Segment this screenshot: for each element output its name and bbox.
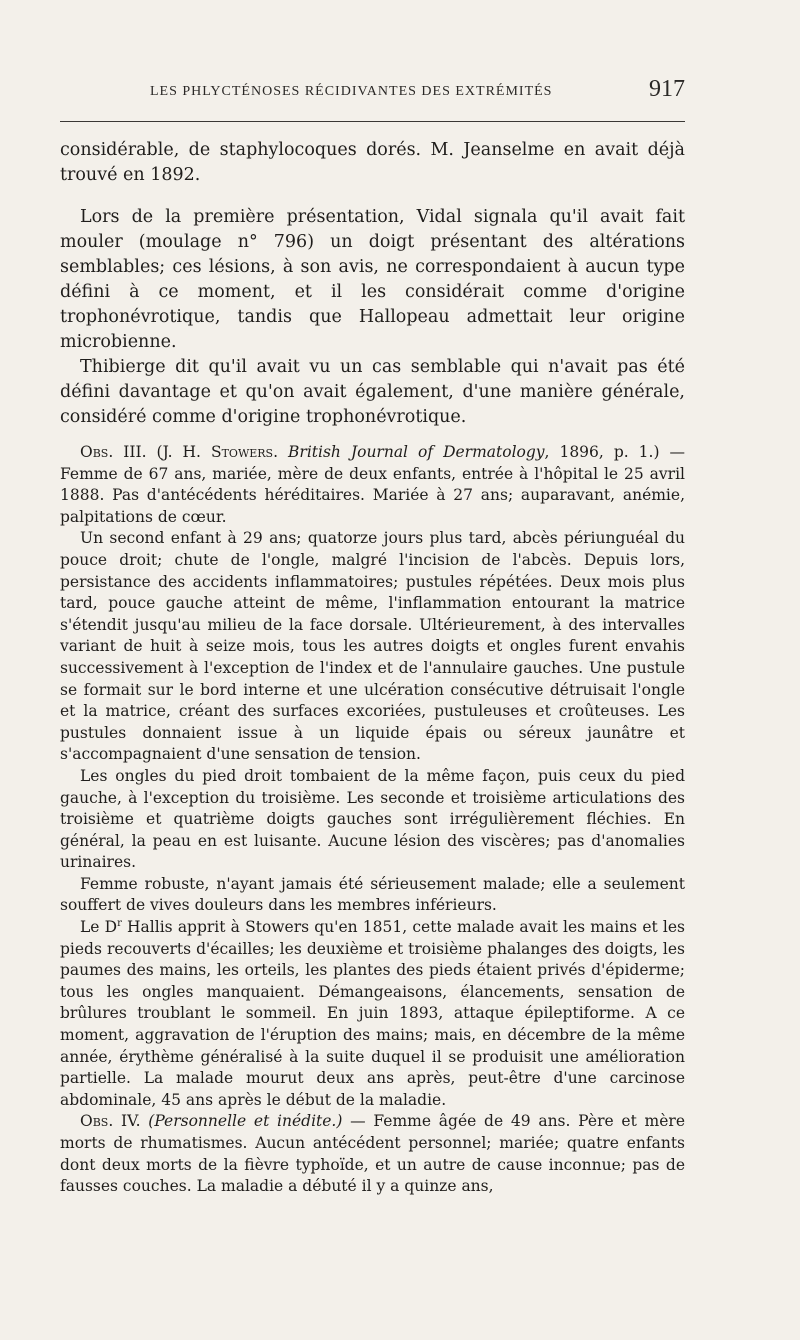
obs-source-open: (J. H. (156, 443, 201, 461)
running-head (60, 76, 685, 112)
obs-label: Obs. IV. (80, 1112, 141, 1131)
hallis-prefix: Le D (80, 918, 118, 937)
hallis-text: Hallis apprit à Stowers qu'en 1851, cette malade avait les mains et les pieds recouverts d'écailles; les deuxième et troisième phalanges des doigts, les paumes des mains, les orteils, les plantes des pieds étaient privés d'épiderme; tous les ongles manquaient. Démangeaisons, élancements, sensation de brûlures troublant le sommeil. En juin 1893, attaque épileptiforme. A ce moment, aggravation de l'éruption des mains; mais, en décembre de la même année, érythème généralisé à la suite duquel il se produisit une amélioration partielle. La malade mourut deux ans après, peut-être d'une carcinose abdominale, 45 ans après le début de la maladie. (60, 918, 685, 1109)
observation-3-intro (60, 442, 685, 528)
paragraph-thibierge: Thibierge dit qu'il avait vu un cas semblable qui n'avait pas été défini davantage et qu'on avait également, d'une manière générale, considéré comme d'origine trophonévrotique. (60, 357, 685, 427)
journal-title: British Journal of Dermatology (288, 443, 545, 461)
obs-author: Stowers. (210, 443, 279, 461)
paragraph-continuation: considérable, de staphylocoques dorés. M. Jeanselme en avait déjà trouvé en 1892. (60, 140, 685, 185)
paragraph-vidal: Lors de la première présentation, Vidal signala qu'il avait fait mouler (moulage n° 796) un doigt présentant des altérations semblables; ces lésions, à son avis, ne correspondaient à aucun type défini à ce moment, et il les considérait comme d'origine trophonévrotique, tandis que Hallopeau admettait leur origine microbienne. (60, 207, 685, 352)
header-rule (60, 121, 685, 122)
paragraph-feet: Les ongles du pied droit tombaient de la même façon, puis ceux du pied gauche, à l'exception du troisième. Les seconde et troisième articulations des troisième et quatrième doigts gauches sont irrégulièrement fléchies. En général, la peau en est luisante. Aucune lésion des viscères; pas d'anomalies urinaires. (60, 766, 685, 872)
page-number: 917 (649, 76, 685, 102)
hallis-sup: r (117, 917, 122, 929)
paragraph-evolution: Un second enfant à 29 ans; quatorze jours plus tard, abcès périunguéal du pouce droit; chute de l'ongle, malgré l'incision de l'abcès. Depuis lors, persistance des accidents inflammatoires; pustules répétées. Deux mois plus tard, pouce gauche atteint de même, l'inflammation entourant la matrice s'étendit jusqu'au milieu de la face dorsale. Ultérieurement, à des intervalles variant de huit à seize mois, tous les autres doigts et ongles furent envahis successivement à l'exception de l'index et de l'annulaire gauches. Une pustule se formait sur le bord interne et une ulcération consécutive détruisait l'ongle et la matrice, créant des surfaces excoriées, pustuleuses et croûteuses. Les pustules donnaient issue à un liquide épais ou séreux jaunâtre et s'accompagnaient d'une sensation de tension. (60, 529, 685, 764)
obs-source-close: , 1896, p. 1.) — (544, 443, 685, 461)
running-title: LES PHLYCTÉNOSES RÉCIDIVANTES DES EXTRÉMITÉS (150, 84, 553, 99)
obs-3-text: Femme de 67 ans, mariée, mère de deux enfants, entrée à l'hôpital le 25 avril 1888. Pas d'antécédents héréditaires. Mariée à 27 ans; auparavant, anémie, palpitations de cœur. (60, 464, 685, 526)
observation-4-intro (60, 1111, 685, 1197)
obs-label: Obs. III. (80, 443, 147, 461)
paragraph-robust: Femme robuste, n'ayant jamais été sérieusement malade; elle a seulement souffert de vives douleurs dans les membres inférieurs. (60, 874, 685, 915)
obs-source: (Personnelle et inédite.) (148, 1112, 343, 1131)
obs-4-text: — Femme âgée de 49 ans. Père et mère morts de rhumatismes. Aucun antécédent personnel; mariée; quatre enfants dont deux morts de la fièvre typhoïde, et un autre de cause inconnue; pas de fausses couches. La maladie a débuté il y a quinze ans, (60, 1112, 685, 1196)
body-text (60, 138, 685, 1198)
paragraph-hallis (60, 917, 685, 1111)
